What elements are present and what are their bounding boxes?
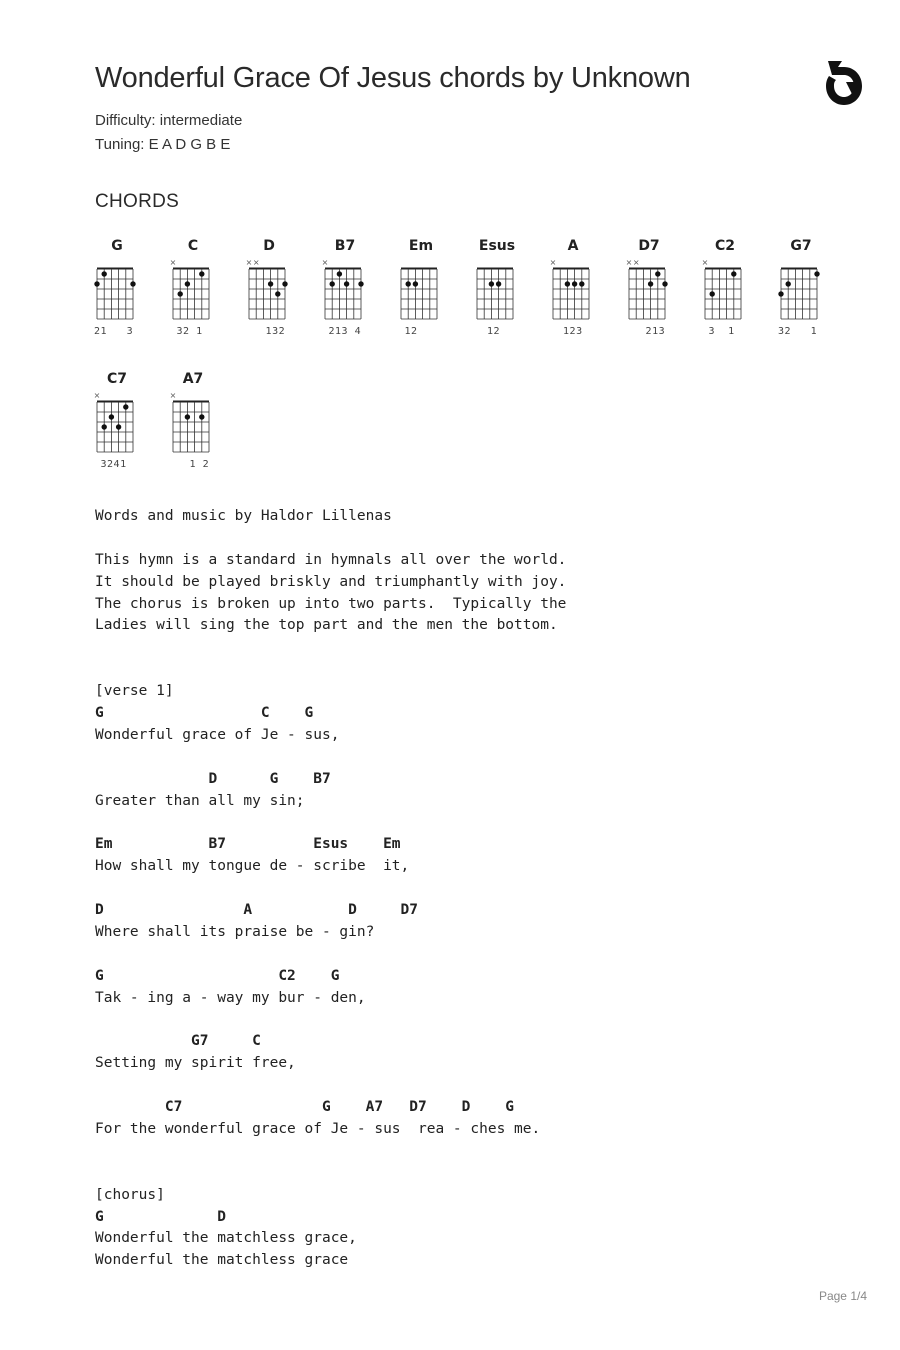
- blank-line: [95, 747, 566, 769]
- muted-string-icon: ×: [550, 258, 557, 267]
- finger-dot: [130, 281, 135, 286]
- blank-line: [95, 812, 566, 834]
- finger-dot: [199, 271, 204, 276]
- lyric-line: Ladies will sing the top part and the men the bottom.: [95, 617, 558, 634]
- muted-string-icon: ×: [322, 258, 329, 267]
- chord-nut: [97, 268, 133, 270]
- finger-dot: [565, 281, 570, 286]
- lyric-line: Wonderful grace of Je - sus,: [95, 726, 340, 743]
- chord-name: Esus: [478, 238, 516, 254]
- blank-line: [95, 944, 566, 966]
- muted-string-icon: ×: [246, 258, 253, 267]
- finger-dot: [579, 281, 584, 286]
- chord-fingering: 3241: [94, 459, 127, 470]
- lyric-line: Greater than all my sin;: [95, 792, 305, 809]
- chord-fretboard: [474, 258, 526, 324]
- finger-dot: [358, 281, 363, 286]
- finger-dot: [337, 271, 342, 276]
- chord-nut: [553, 268, 589, 270]
- finger-dot: [102, 271, 107, 276]
- chord-fretboard: [170, 258, 222, 324]
- chord-diagram-g7[interactable]: [778, 238, 838, 338]
- chord-fretboard: [398, 258, 450, 324]
- chord-fretboard: [550, 258, 602, 324]
- lyric-line: [chorus]: [95, 1186, 165, 1203]
- blank-line: [95, 1075, 566, 1097]
- chord-name: A: [567, 238, 579, 254]
- chord-line[interactable]: G7 C: [95, 1033, 261, 1050]
- chord-fretboard: [778, 258, 830, 324]
- chord-nut: [705, 268, 741, 270]
- lyric-line: This hymn is a standard in hymnals all over the world.: [95, 551, 567, 568]
- chord-name: B7: [334, 238, 356, 254]
- page-number: Page 1/4: [818, 1289, 867, 1303]
- finger-dot: [330, 281, 335, 286]
- chord-fingering: 12: [474, 326, 501, 337]
- finger-dot: [406, 281, 411, 286]
- chord-fretboard: [702, 258, 754, 324]
- chord-nut: [629, 268, 665, 270]
- finger-dot: [116, 424, 121, 429]
- chord-line[interactable]: D G B7: [95, 770, 331, 787]
- finger-dot: [123, 404, 128, 409]
- lyric-line: Setting my spirit free,: [95, 1055, 296, 1072]
- chord-diagram-esus[interactable]: [474, 238, 534, 338]
- lyric-line: The chorus is broken up into two parts. Typically the: [95, 595, 567, 612]
- chord-fingering: 32 1: [170, 326, 203, 337]
- chord-fretboard: [94, 258, 146, 324]
- finger-dot: [731, 271, 736, 276]
- lyric-line: Wonderful the matchless grace: [95, 1252, 349, 1269]
- chord-line[interactable]: C7 G A7 D7 D G: [95, 1099, 515, 1116]
- chord-fretboard: [170, 391, 222, 457]
- finger-dot: [185, 414, 190, 419]
- blank-line: [95, 528, 566, 550]
- chord-line[interactable]: G C2 G: [95, 967, 340, 984]
- chord-diagram-d7[interactable]: [626, 238, 686, 338]
- chord-diagram-c2[interactable]: [702, 238, 762, 338]
- finger-dot: [185, 281, 190, 286]
- finger-dot: [786, 281, 791, 286]
- chord-name: D7: [638, 238, 660, 254]
- chord-nut: [781, 268, 817, 270]
- finger-dot: [489, 281, 494, 286]
- chord-diagram-c[interactable]: [170, 238, 230, 338]
- chord-nut: [325, 268, 361, 270]
- finger-dot: [344, 281, 349, 286]
- muted-string-icon: ×: [626, 258, 633, 267]
- chord-diagram-a7[interactable]: [170, 371, 230, 471]
- finger-dot: [814, 271, 819, 276]
- finger-dot: [710, 291, 715, 296]
- chord-line[interactable]: Em B7 Esus Em: [95, 836, 401, 853]
- lyric-line: Where shall its praise be - gin?: [95, 923, 375, 940]
- muted-string-icon: ×: [632, 258, 640, 267]
- finger-dot: [496, 281, 501, 286]
- lyric-line: How shall my tongue de - scribe it,: [95, 858, 410, 875]
- chord-name: D: [263, 238, 275, 254]
- chord-line[interactable]: D A D D7: [95, 902, 419, 919]
- chord-fingering: 213 4: [322, 326, 362, 337]
- blank-line: [95, 1141, 566, 1163]
- chord-fingering: 3 1: [702, 326, 735, 337]
- chord-diagram-em[interactable]: [398, 238, 458, 338]
- chord-diagram-c7[interactable]: [94, 371, 154, 471]
- lyric-line: [verse 1]: [95, 683, 174, 700]
- lyric-line: For the wonderful grace of Je - sus rea - ches me.: [95, 1120, 541, 1137]
- muted-string-icon: ×: [170, 391, 177, 400]
- finger-dot: [282, 281, 287, 286]
- finger-dot: [199, 414, 204, 419]
- tuning-text: Tuning: E A D G B E: [95, 136, 231, 153]
- chord-name: A7: [182, 371, 204, 387]
- chord-nut: [477, 268, 513, 270]
- difficulty-text: Difficulty: intermediate: [95, 112, 243, 129]
- blank-line: [95, 659, 566, 681]
- finger-dot: [94, 281, 99, 286]
- chords-heading: CHORDS: [95, 191, 180, 212]
- song-sheet: [95, 506, 566, 1272]
- finger-dot: [662, 281, 667, 286]
- finger-dot: [275, 291, 280, 296]
- lyric-line: Words and music by Haldor Lillenas: [95, 508, 392, 524]
- chord-fretboard: [626, 258, 678, 324]
- muted-string-icon: ×: [702, 258, 709, 267]
- chord-fretboard: [322, 258, 374, 324]
- muted-string-icon: ×: [170, 258, 177, 267]
- song-title: Wonderful Grace Of Jesus chords by Unknown: [95, 62, 691, 94]
- chord-nut: [97, 401, 133, 403]
- chord-fretboard: [94, 391, 146, 457]
- blank-line: [95, 878, 566, 900]
- chord-line[interactable]: G D: [95, 1208, 226, 1225]
- muted-string-icon: ×: [252, 258, 260, 267]
- chord-fingering: 21 3: [94, 326, 134, 337]
- finger-dot: [413, 281, 418, 286]
- chord-nut: [249, 268, 285, 270]
- blank-line: [95, 637, 566, 659]
- chord-diagram-a[interactable]: [550, 238, 610, 338]
- chord-diagram-b7[interactable]: [322, 238, 382, 338]
- chord-name: Em: [408, 238, 434, 254]
- chord-name: G7: [790, 238, 812, 254]
- finger-dot: [268, 281, 273, 286]
- lyric-line: Tak - ing a - way my bur - den,: [95, 989, 366, 1006]
- chord-nut: [173, 401, 209, 403]
- finger-dot: [109, 414, 114, 419]
- chord-diagram-g[interactable]: [94, 238, 154, 338]
- chord-nut: [173, 268, 209, 270]
- chord-diagram-d[interactable]: [246, 238, 306, 338]
- muted-string-icon: ×: [94, 391, 101, 400]
- chord-line[interactable]: G C G: [95, 705, 314, 722]
- chord-fingering: 12: [398, 326, 418, 337]
- chord-name: C: [187, 238, 199, 254]
- chord-fingering: 1 2: [170, 459, 210, 470]
- chord-name: C7: [106, 371, 127, 387]
- chord-nut: [401, 268, 437, 270]
- chord-name: G: [111, 238, 123, 254]
- blank-line: [95, 1009, 566, 1031]
- chord-name: C2: [714, 238, 735, 254]
- lyric-line: It should be played briskly and triumphantly with joy.: [95, 573, 567, 590]
- finger-dot: [655, 271, 660, 276]
- chord-fingering: 32 1: [778, 326, 818, 337]
- finger-dot: [572, 281, 577, 286]
- finger-dot: [648, 281, 653, 286]
- ultimate-guitar-logo-icon[interactable]: [822, 58, 866, 108]
- finger-dot: [178, 291, 183, 296]
- finger-dot: [778, 291, 783, 296]
- chord-fingering: 132: [246, 326, 286, 337]
- lyric-line: Wonderful the matchless grace,: [95, 1230, 357, 1247]
- chord-fingering: 123: [550, 326, 583, 337]
- blank-line: [95, 1163, 566, 1185]
- finger-dot: [102, 424, 107, 429]
- chord-fretboard: [246, 258, 298, 324]
- chord-fingering: 213: [626, 326, 666, 337]
